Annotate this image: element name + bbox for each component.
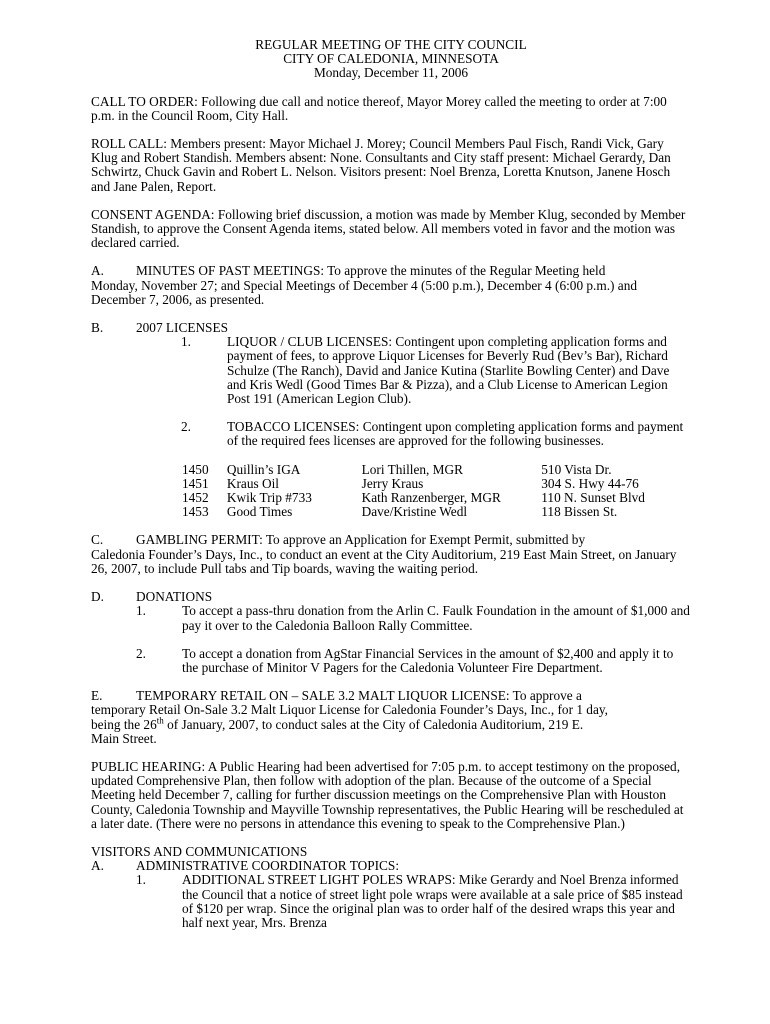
business-name: Good Times <box>226 504 293 520</box>
business-address: 110 N. Sunset Blvd <box>541 490 645 506</box>
header-line-3: Monday, December 11, 2006 <box>313 65 469 81</box>
minutes-page <box>91 38 691 930</box>
item-e-line-3-pre: being the 26 <box>91 716 157 732</box>
item-a-continuation: Monday, November 27; and Special Meetings of December 4 (5:00 p.m.), December 4 (6:00 p.m.) and December 7, 2006, as presented. <box>91 277 638 307</box>
item-e-text: TEMPORARY RETAIL ON – SALE 3.2 MALT LIQUOR LICENSE: To approve a <box>136 688 582 704</box>
ordinal-suffix: th <box>156 715 164 726</box>
license-number: 1453 <box>182 504 209 520</box>
license-number: 1451 <box>182 475 209 491</box>
license-number: 1450 <box>182 461 209 477</box>
item-d-letter: D. <box>91 589 104 605</box>
item-b-sub-2 <box>91 420 691 448</box>
contact-name: Kath Ranzenberger, MGR <box>361 490 501 506</box>
contact-name: Lori Thillen, MGR <box>361 461 463 477</box>
roll-call-paragraph: ROLL CALL: Members present: Mayor Michael J. Morey; Council Members Paul Fisch, Randi Vick, Gary Klug and Robert Standish. Members absent: None. Consultants and City staff present: Michael Gerardy, Dan Schwirtz, Chuck Gavin and Robert L. Nelson. Visitors present: Noel Brenza, Loretta Knutson, Janene Hosch and Jane Palen, Report. <box>91 136 671 194</box>
table-row <box>182 505 691 519</box>
item-b-letter: B. <box>91 320 104 336</box>
item-e-line-3 <box>91 715 691 732</box>
visitors-item-a <box>91 859 691 873</box>
item-d-title: DONATIONS <box>136 589 213 605</box>
contact-name: Jerry Kraus <box>361 475 424 491</box>
header-line-2: CITY OF CALEDONIA, MINNESOTA <box>283 51 499 67</box>
item-c-text: GAMBLING PERMIT: To approve an Application for Exempt Permit, submitted by <box>136 532 586 548</box>
item-c-continuation: Caledonia Founder’s Days, Inc., to conduct an event at the City Auditorium, 219 East Main Street, on January 26, 2007, to include Pull tabs and Tip boards, waving the waiting period. <box>91 546 677 576</box>
item-d-sub-1-text: To accept a pass-thru donation from the Arlin C. Faulk Foundation in the amount of $1,000 and pay it over to the Caledonia Balloon Rally Committee. <box>182 603 690 633</box>
visitors-title: VISITORS AND COMMUNICATIONS <box>91 843 308 859</box>
item-c-heading <box>91 533 691 547</box>
item-a-letter: A. <box>91 263 104 279</box>
item-e-letter: E. <box>91 688 103 704</box>
document-header <box>91 38 691 81</box>
contact-name: Dave/Kristine Wedl <box>361 504 468 520</box>
visitors-a-sub-1 <box>91 873 691 930</box>
item-a-heading <box>91 264 691 278</box>
public-hearing-paragraph: PUBLIC HEARING: A Public Hearing had been advertised for 7:05 p.m. to accept testimony on the proposed, updated Comprehensive Plan, then follow with adoption of the plan. Because of the outcome of a Special Meeting held December 7, calling for further discussion meetings on the Comprehensive Plan with Houston County, Caledonia Township and Mayville Township representatives, the Public Hearing will be rescheduled at a later date. (There were no persons in attendance this evening to speak to the Comprehensive Plan.) <box>91 758 684 831</box>
visitors-a-sub-1-text: ADDITIONAL STREET LIGHT POLES WRAPS: Mike Gerardy and Noel Brenza informed the Council that a notice of street light pole wraps were available at a sale price of $85 instead of $120 per wrap. Since the original plan was to order half of the desired wraps this year and half next year, Mrs. Brenza <box>182 872 683 930</box>
business-address: 510 Vista Dr. <box>541 461 612 477</box>
business-address: 304 S. Hwy 44-76 <box>541 475 639 491</box>
consent-agenda-paragraph: CONSENT AGENDA: Following brief discussion, a motion was made by Member Klug, seconded by Member Standish, to approve the Consent Agenda items, stated below. All members voted in favor and the motion was declared carried. <box>91 206 686 251</box>
business-name: Kraus Oil <box>226 475 279 491</box>
item-b-sub-2-number: 2. <box>181 419 191 435</box>
item-e-line-2: temporary Retail On-Sale 3.2 Malt Liquor License for Caledonia Founder’s Days, Inc., for 1 day, <box>91 702 608 718</box>
item-e-line-3-post: of January, 2007, to conduct sales at the City of Caledonia Auditorium, 219 E. <box>163 716 584 732</box>
item-b-sub-1-number: 1. <box>181 334 191 350</box>
header-line-1: REGULAR MEETING OF THE CITY COUNCIL <box>255 37 527 52</box>
item-e-line-4: Main Street. <box>91 730 157 746</box>
item-d-sub-2 <box>91 647 691 675</box>
table-row <box>182 463 691 477</box>
visitors-a-title: ADMINISTRATIVE COORDINATOR TOPICS: <box>136 858 400 874</box>
business-name: Quillin’s IGA <box>226 461 301 477</box>
item-b-sub-2-text: TOBACCO LICENSES: Contingent upon completing application forms and payment of the required fees licenses are approved for the following businesses. <box>227 419 684 449</box>
table-row <box>182 491 691 505</box>
table-row <box>182 477 691 491</box>
item-d-sub-2-text: To accept a donation from AgStar Financial Services in the amount of $2,400 and apply it to the purchase of Minitor V Pagers for the Caledonia Volunteer Fire Department. <box>182 645 674 675</box>
item-d-sub-1-number: 1. <box>136 603 146 619</box>
visitors-a-sub-1-number: 1. <box>136 872 146 888</box>
item-d-sub-2-number: 2. <box>136 645 146 661</box>
item-e-heading <box>91 689 691 703</box>
call-to-order-paragraph: CALL TO ORDER: Following due call and notice thereof, Mayor Morey called the meeting to order at 7:00 p.m. in the Council Room, City Hall. <box>91 93 667 123</box>
business-name: Kwik Trip #733 <box>226 490 312 506</box>
license-number: 1452 <box>182 490 209 506</box>
item-a-text: MINUTES OF PAST MEETINGS: To approve the minutes of the Regular Meeting held <box>136 263 606 279</box>
item-b-title: 2007 LICENSES <box>136 320 228 336</box>
item-b-sub-1-text: LIQUOR / CLUB LICENSES: Contingent upon completing application forms and payment of fees, to approve Liquor Licenses for Beverly Rud (Bev’s Bar), Richard Schulze (The Ranch), David and Janice Kutina (Starlite Bowling Center) and Dave and Kris Wedl (Good Times Bar & Pizza), and a Club License to American Legion Post 191 (American Legion Club). <box>227 334 670 407</box>
visitors-a-letter: A. <box>91 858 104 874</box>
item-d-heading <box>91 590 691 604</box>
business-address: 118 Bissen St. <box>541 504 618 520</box>
item-b-heading <box>91 321 691 335</box>
item-b-sub-1 <box>91 335 691 406</box>
item-c-letter: C. <box>91 532 104 548</box>
tobacco-license-table <box>91 463 691 520</box>
item-d-sub-1 <box>91 604 691 632</box>
